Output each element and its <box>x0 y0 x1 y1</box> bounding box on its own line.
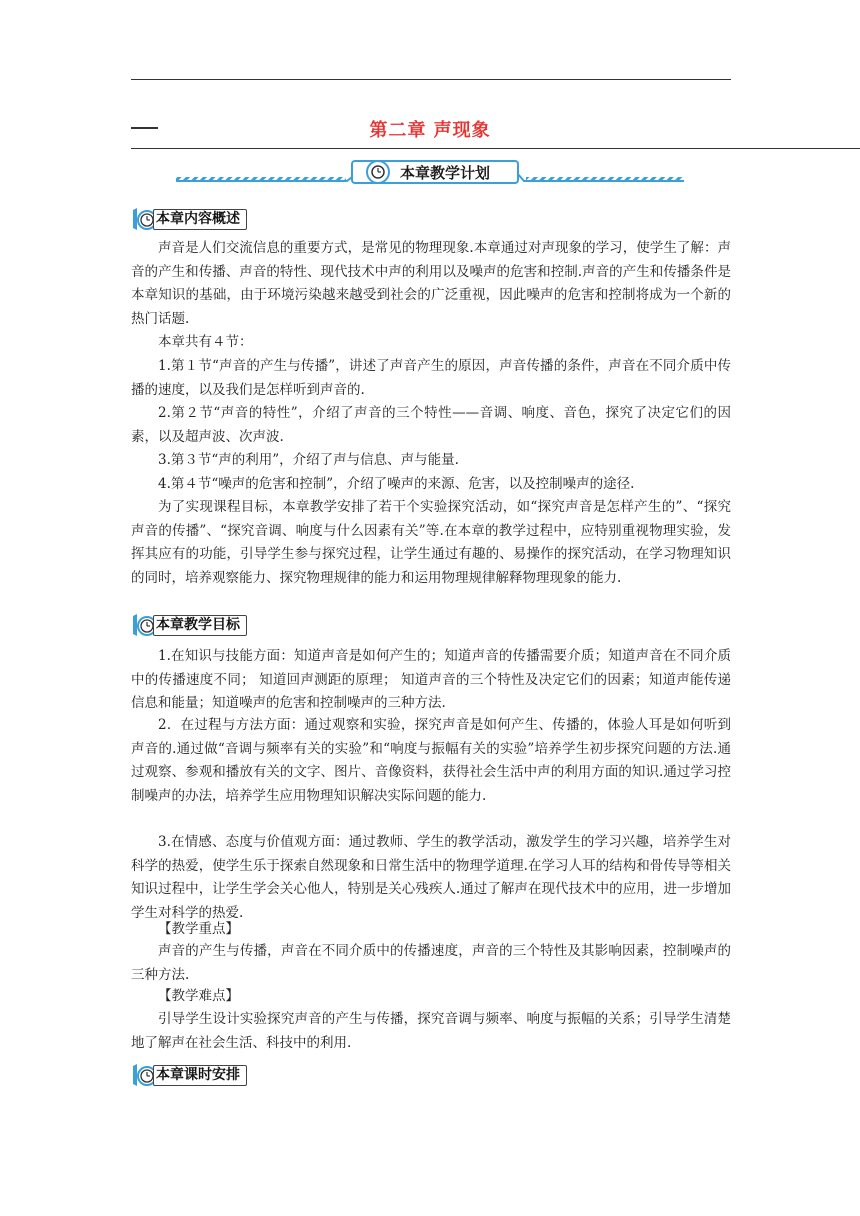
plan-banner <box>172 157 688 187</box>
key-points-text: 声音的产生与传播，声音在不同介质中的传播速度，声音的三个特性及其影响因素，控制噪声的三种方法. <box>131 943 731 983</box>
header-rule-bottom <box>131 148 860 149</box>
overview-item-3: 3.第３节“声的利用”，介绍了声与信息、声与能量. <box>158 452 459 468</box>
overview-paragraph-1: 声音是人们交流信息的重要方式，是常见的物理现象.本章通过对声现象的学习，使学生了解：声音的产生和传播、声音的特性、现代技术中声的利用以及噪声的危害和控制.声音的产生和传播条件是本章知识的基础，由于环境污染越来越受到社会的广泛重视，因此噪声的危害和控制将成为一个新的热门话题. <box>131 240 731 327</box>
section-heading-label: 本章课时安排 <box>153 1065 247 1086</box>
goal-attitude: 3.在情感、态度与价值观方面：通过教师、学生的教学活动，激发学生的学习兴趣，培养学生对科学的热爱，使学生乐于探索自然现象和日常生活中的物理学道理.在学习人耳的结构和骨传导等相关知识过程中，让学生学会关心他人，特别是关心残疾人.通过了解声在现代技术中的应用，进一步增加学生对科学的热爱. <box>131 834 731 921</box>
chapter-title: 第二章 声现象 <box>369 120 491 141</box>
overview-paragraph-3: 为了实现课程目标，本章教学安排了若干个实验探究活动，如“探究声音是怎样产生的”、“探究声音的传播”、“探究音调、响度与什么因素有关”等.在本章的教学过程中，应特别重视物理实验，发挥其应有的功能，引导学生参与探究过程，让学生通过有趣的、易操作的探究活动，在学习物理知识的同时，培养观察能力、探究物理规律的能力和运用物理规律解释物理现象的能力. <box>131 499 731 586</box>
difficult-points-label: 【教学难点】 <box>158 988 239 1004</box>
overview-item-2: 2.第２节“声音的特性”，介绍了声音的三个特性——音调、响度、音色，探究了决定它们的因素，以及超声波、次声波. <box>131 405 731 445</box>
goal-knowledge: 1.在知识与技能方面：知道声音是如何产生的；知道声音的传播需要介质；知道声音在不同介质中的传播速度不同； 知道回声测距的原理； 知道声音的三个特性及决定它们的因素；知道声能传递信息和能量；知道噪声的危害和控制噪声的三种方法. <box>131 648 731 712</box>
header-rule-top <box>131 79 731 80</box>
plan-banner-label: 本章教学计划 <box>400 164 491 182</box>
overview-paragraph-2: 本章共有４节： <box>158 334 253 350</box>
section-heading-label: 本章教学目标 <box>153 615 247 636</box>
overview-item-1: 1.第１节“声音的产生与传播”，讲述了声音产生的原因，声音传播的条件，声音在不同介质中传播的速度，以及我们是怎样听到声音的. <box>131 358 731 398</box>
goal-process: 2．在过程与方法方面：通过观察和实验，探究声音是如何产生、传播的，体验人耳是如何听到声音的.通过做“音调与频率有关的实验”和“响度与振幅有关的实验”培养学生初步探究问题的方法.通过观察、参观和播放有关的文字、图片、音像资料，获得社会生活中声的利用方面的知识.通过学习控制噪声的办法，培养学生应用物理知识解决实际问题的能力. <box>131 717 731 804</box>
key-points-label: 【教学重点】 <box>158 921 239 937</box>
difficult-points-text: 引导学生设计实验探究声音的产生与传播，探究音调与频率、响度与振幅的关系；引导学生清楚地了解声在社会生活、科技中的利用. <box>131 1011 731 1051</box>
overview-item-4: 4.第４节“噪声的危害和控制”，介绍了噪声的来源、危害，以及控制噪声的途径. <box>158 476 635 492</box>
section-heading-label: 本章内容概述 <box>153 209 247 230</box>
